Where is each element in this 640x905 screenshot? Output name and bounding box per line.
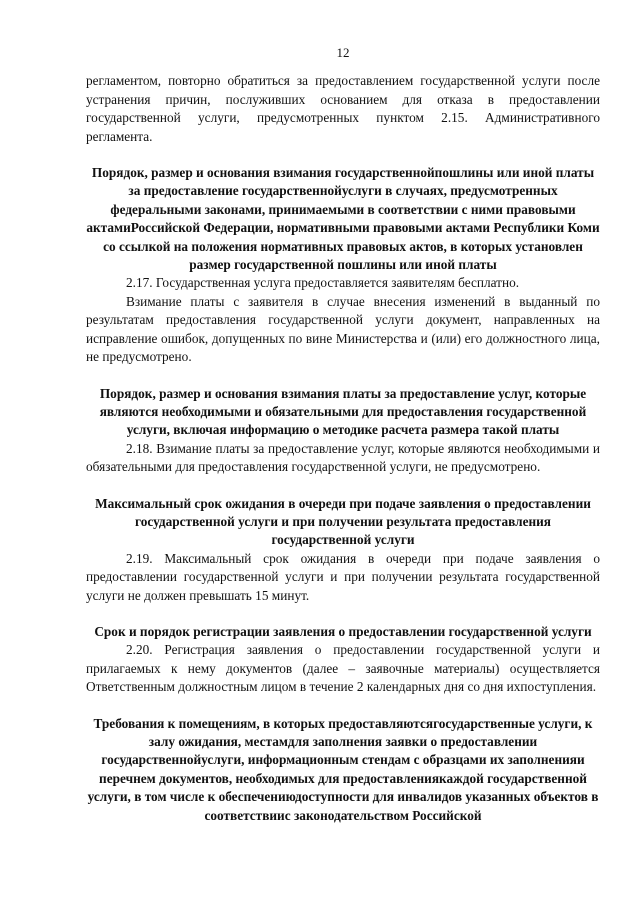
section-heading: Порядок, размер и основания взимания государственнойпошлины или иной платы за предоставление государственнойуслуги в случаях, предусмотренных федеральными законами, принимаемыми в соответствии с ними правовыми актамиРоссийской Федерации, нормативными правовыми актами Республики Коми со ссылкой на положения нормативных правовых актов, в которых установлен размер государственной пошлины или иной платы <box>86 165 600 273</box>
section-spacer <box>86 697 600 715</box>
section-heading: Порядок, размер и основания взимания платы за предоставление услуг, которые являются необходимыми и обязательными для предоставления государственной услуги, включая информацию о методике расчета размера такой платы <box>99 385 587 438</box>
body-paragraph: 2.18. Взимание платы за предоставление услуг, которые являются необходимыми и обязательными для предоставления государственной услуги, не предусмотрено. <box>86 440 600 475</box>
section-heading: Требования к помещениям, в которых предоставляютсягосударственные услуги, к залу ожидания, местамдля заполнения заявки о предоставлении государственнойуслуги, информационным стендам с образцами их заполненияи перечнем документов, необходимых для предоставлениякаждой государственной услуги, в том числе к обеспечениюдоступности для инвалидов указанных объектов в соответствиис законодательством Российской <box>87 715 599 823</box>
body-paragraph: 2.20. Регистрация заявления о предоставлении государственной услуги и прилагаемых к нему документов (далее – заявочные материалы) осуществляется Ответственным должностным лицом в течение 2 календарных дня со дня ихпоступления. <box>86 642 600 695</box>
body-paragraph: 2.19. Максимальный срок ожидания в очереди при подаче заявления о предоставлении государственной услуги и при получении результата государственной услуги не должен превышать 15 минут. <box>86 550 600 603</box>
section-spacer <box>86 146 600 164</box>
body-paragraph: Взимание платы с заявителя в случае внесения изменений в выданный по результатам предоставления государственной услуги документ, направленных на исправление ошибок, допущенных по вине Министерства и (или) его должностного лица, не предусмотрено. <box>86 293 600 365</box>
body-paragraph: регламентом, повторно обратиться за предоставлением государственной услуги после устранения причин, послуживших основанием для отказа в предоставлении государственной услуги, предусмотренных пунктом 2.15. Административного регламента. <box>86 73 600 144</box>
section-spacer <box>86 477 600 495</box>
section-spacer <box>86 367 600 385</box>
section-heading: Срок и порядок регистрации заявления о предоставлении государственной услуги <box>94 623 592 639</box>
document-body <box>86 72 600 825</box>
section-heading: Максимальный срок ожидания в очереди при подаче заявления о предоставлении государственной услуги и при получении результата предоставления государственной услуги <box>95 495 591 548</box>
body-paragraph: 2.17. Государственная услуга предоставляется заявителям бесплатно. <box>126 275 520 291</box>
page-number: 12 <box>336 45 350 60</box>
section-spacer <box>86 605 600 623</box>
